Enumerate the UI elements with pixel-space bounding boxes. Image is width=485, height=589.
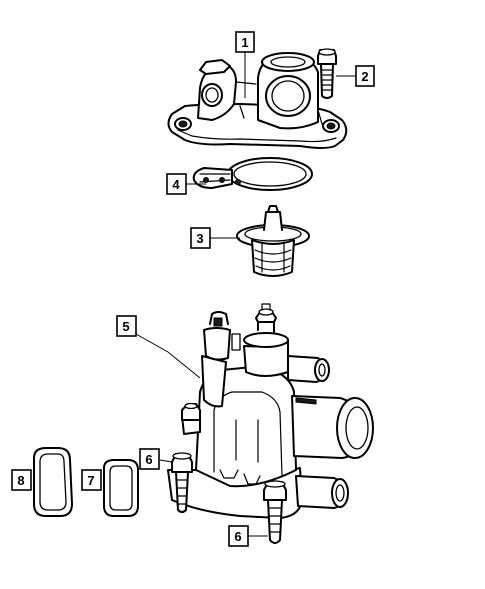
callout-7 <box>82 470 101 490</box>
callout-3-text: 3 <box>196 231 204 246</box>
callout-6-lower <box>229 526 248 546</box>
thermostat <box>237 206 309 276</box>
callout-3 <box>191 228 210 248</box>
callout-8-text: 8 <box>17 473 25 488</box>
callout-6-lower-text: 6 <box>234 529 242 544</box>
bolt <box>318 49 336 98</box>
callout-6-upper <box>140 449 159 469</box>
callout-1 <box>236 32 254 52</box>
thermostat-gasket <box>194 158 312 190</box>
callout-4 <box>167 174 186 194</box>
callout-4-text: 4 <box>172 177 180 192</box>
callout-2-text: 2 <box>361 69 369 84</box>
gasket-large <box>34 448 72 516</box>
thermostat-housing <box>169 53 347 148</box>
callout-6-upper-text: 6 <box>145 452 153 467</box>
callout-5-text: 5 <box>122 319 130 334</box>
callout-5 <box>117 316 136 336</box>
leader-5 <box>136 334 200 378</box>
gasket-small <box>104 460 138 516</box>
callout-7-text: 7 <box>87 473 95 488</box>
callout-1-text: 1 <box>241 35 249 50</box>
callout-8 <box>12 470 31 490</box>
callout-2 <box>356 66 374 86</box>
leader-6a <box>160 460 172 462</box>
